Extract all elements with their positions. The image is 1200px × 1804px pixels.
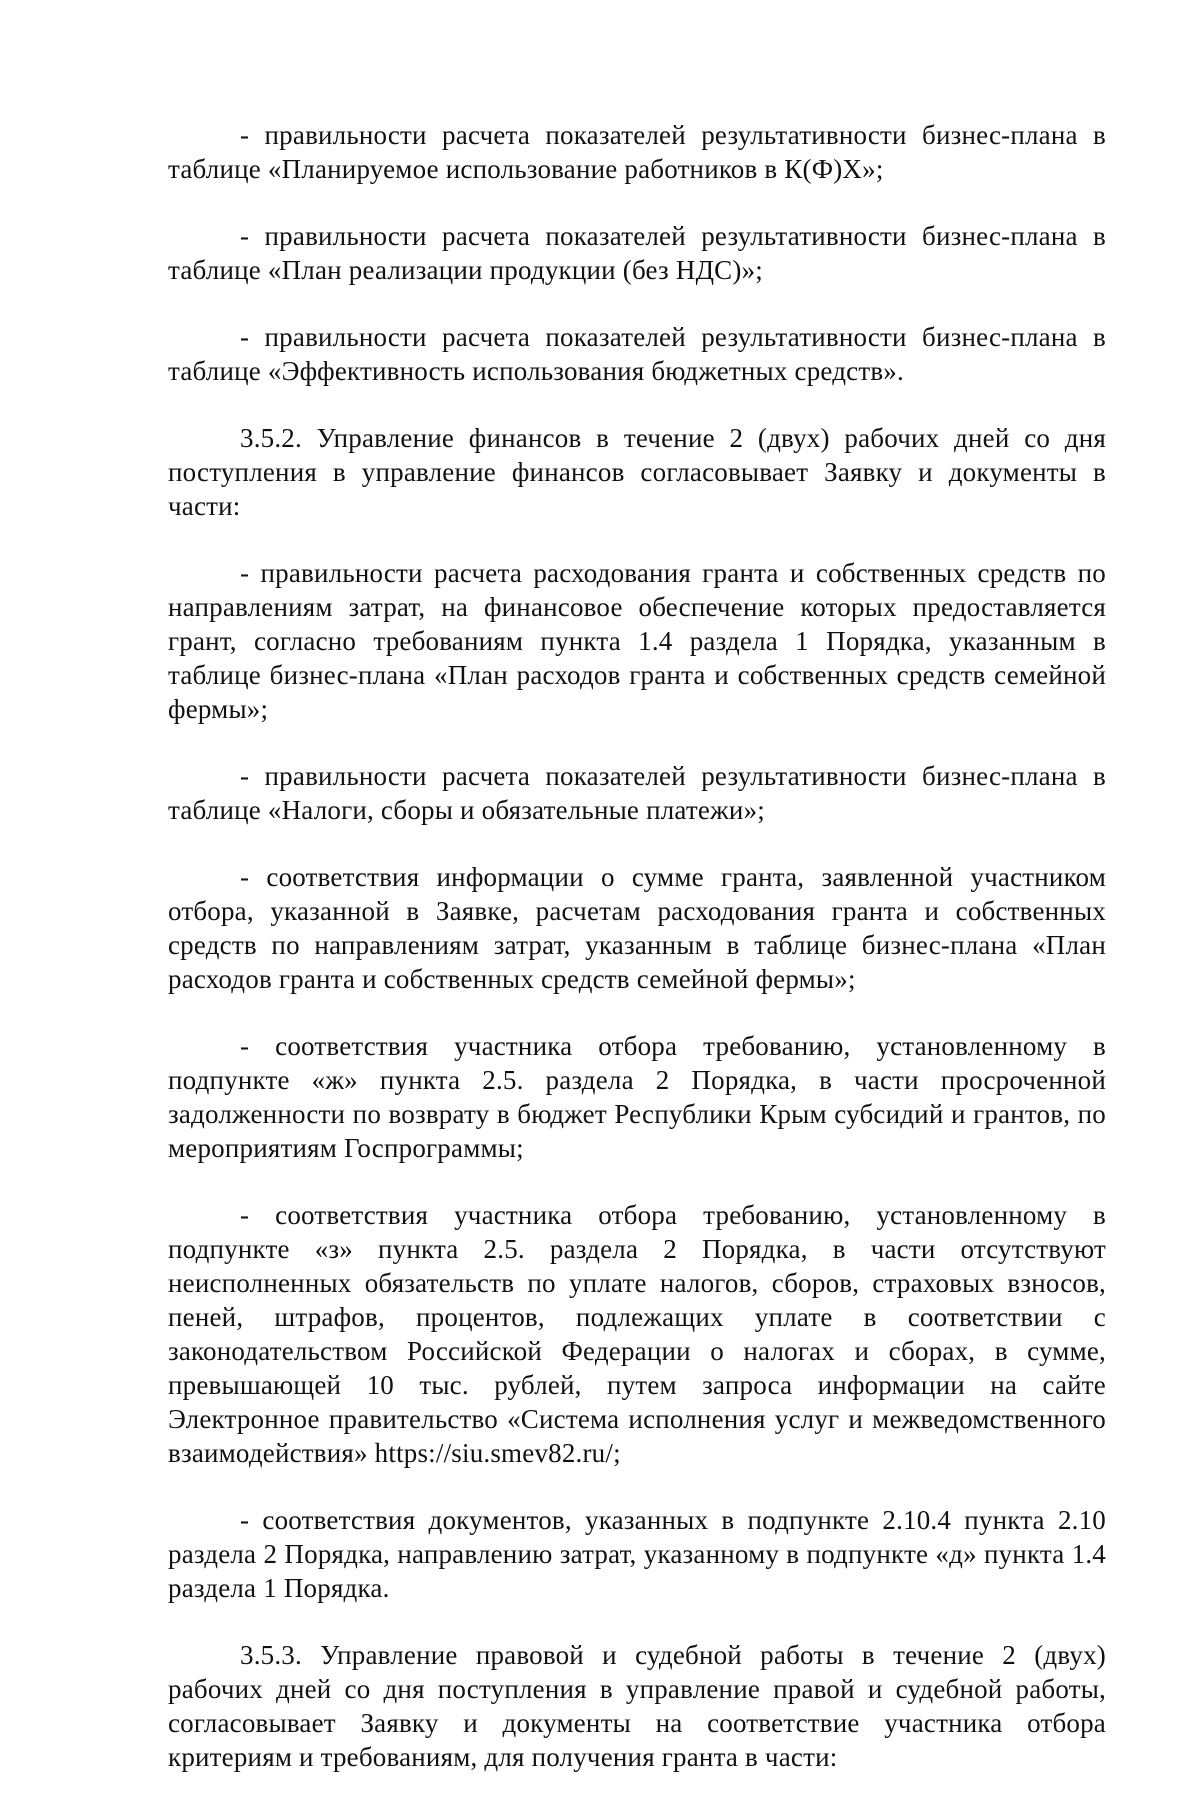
paragraph-budget-efficiency-table: - правильности расчета показателей результативности бизнес-плана в таблице «Эффективность использования бюджетных средств». [168,322,1106,386]
paragraph-grant-amount-compliance: - соответствия информации о сумме гранта, заявленной участником отбора, указанной в Заявке, расчетам расходования гранта и собственных средств по направлениям затрат, указанным в таблице бизнес-плана «План расходов гранта и собственных средств семейной фермы»; [168,862,1106,994]
paragraph-requirement-zh: - соответствия участника отбора требованию, установленному в подпункте «ж» пункта 2.5. раздела 2 Порядка, в части просроченной задолженности по возврату в бюджет Республики Крым субсидий и грантов, по мероприятиям Госпрограммы; [168,1031,1106,1163]
paragraph-workers-table: - правильности расчета показателей результативности бизнес-плана в таблице «Планируемое использование работников в К(Ф)Х»; [168,120,1106,184]
paragraph-taxes-table: - правильности расчета показателей результативности бизнес-плана в таблице «Налоги, сборы и обязательные платежи»; [168,761,1106,825]
paragraph-grant-expense-calculation: - правильности расчета расходования гранта и собственных средств по направлениям затрат, на финансовое обеспечение которых предоставляется грант, согласно требованиям пункта 1.4 раздела 1 Порядка, указанным в таблице бизнес-плана «План расходов гранта и собственных средств семейной фермы»; [168,558,1106,724]
paragraph-3-5-3: 3.5.3. Управление правовой и судебной работы в течение 2 (двух) рабочих дней со дня поступления в управление правой и судебной работы, согласовывает Заявку и документы на соответствие участника отбора критериям и требованиям, для получения гранта в части: [168,1640,1106,1772]
paragraph-3-5-2: 3.5.2. Управление финансов в течение 2 (двух) рабочих дней со дня поступления в управление финансов согласовывает Заявку и документы в части: [168,423,1106,521]
paragraph-requirement-z: - соответствия участника отбора требованию, установленному в подпункте «з» пункта 2.5. раздела 2 Порядка, в части отсутствуют неисполненных обязательств по уплате налогов, сборов, страховых взносов, пеней, штрафов, процентов, подлежащих уплате в соответствии с законодательством Российской Федерации о налогах и сборах, в сумме, превышающей 10 тыс. рублей, путем запроса информации на сайте Электронное правительство «Система исполнения услуг и межведомственного взаимодействия» https://siu.smev82.ru/; [168,1200,1106,1468]
paragraph-documents-compliance: - соответствия документов, указанных в подпункте 2.10.4 пункта 2.10 раздела 2 Порядка, направлению затрат, указанному в подпункте «д» пункта 1.4 раздела 1 Порядка. [168,1505,1106,1603]
paragraph-sales-plan-table: - правильности расчета показателей результативности бизнес-плана в таблице «План реализации продукции (без НДС)»; [168,221,1106,285]
document-body [168,118,1106,1804]
